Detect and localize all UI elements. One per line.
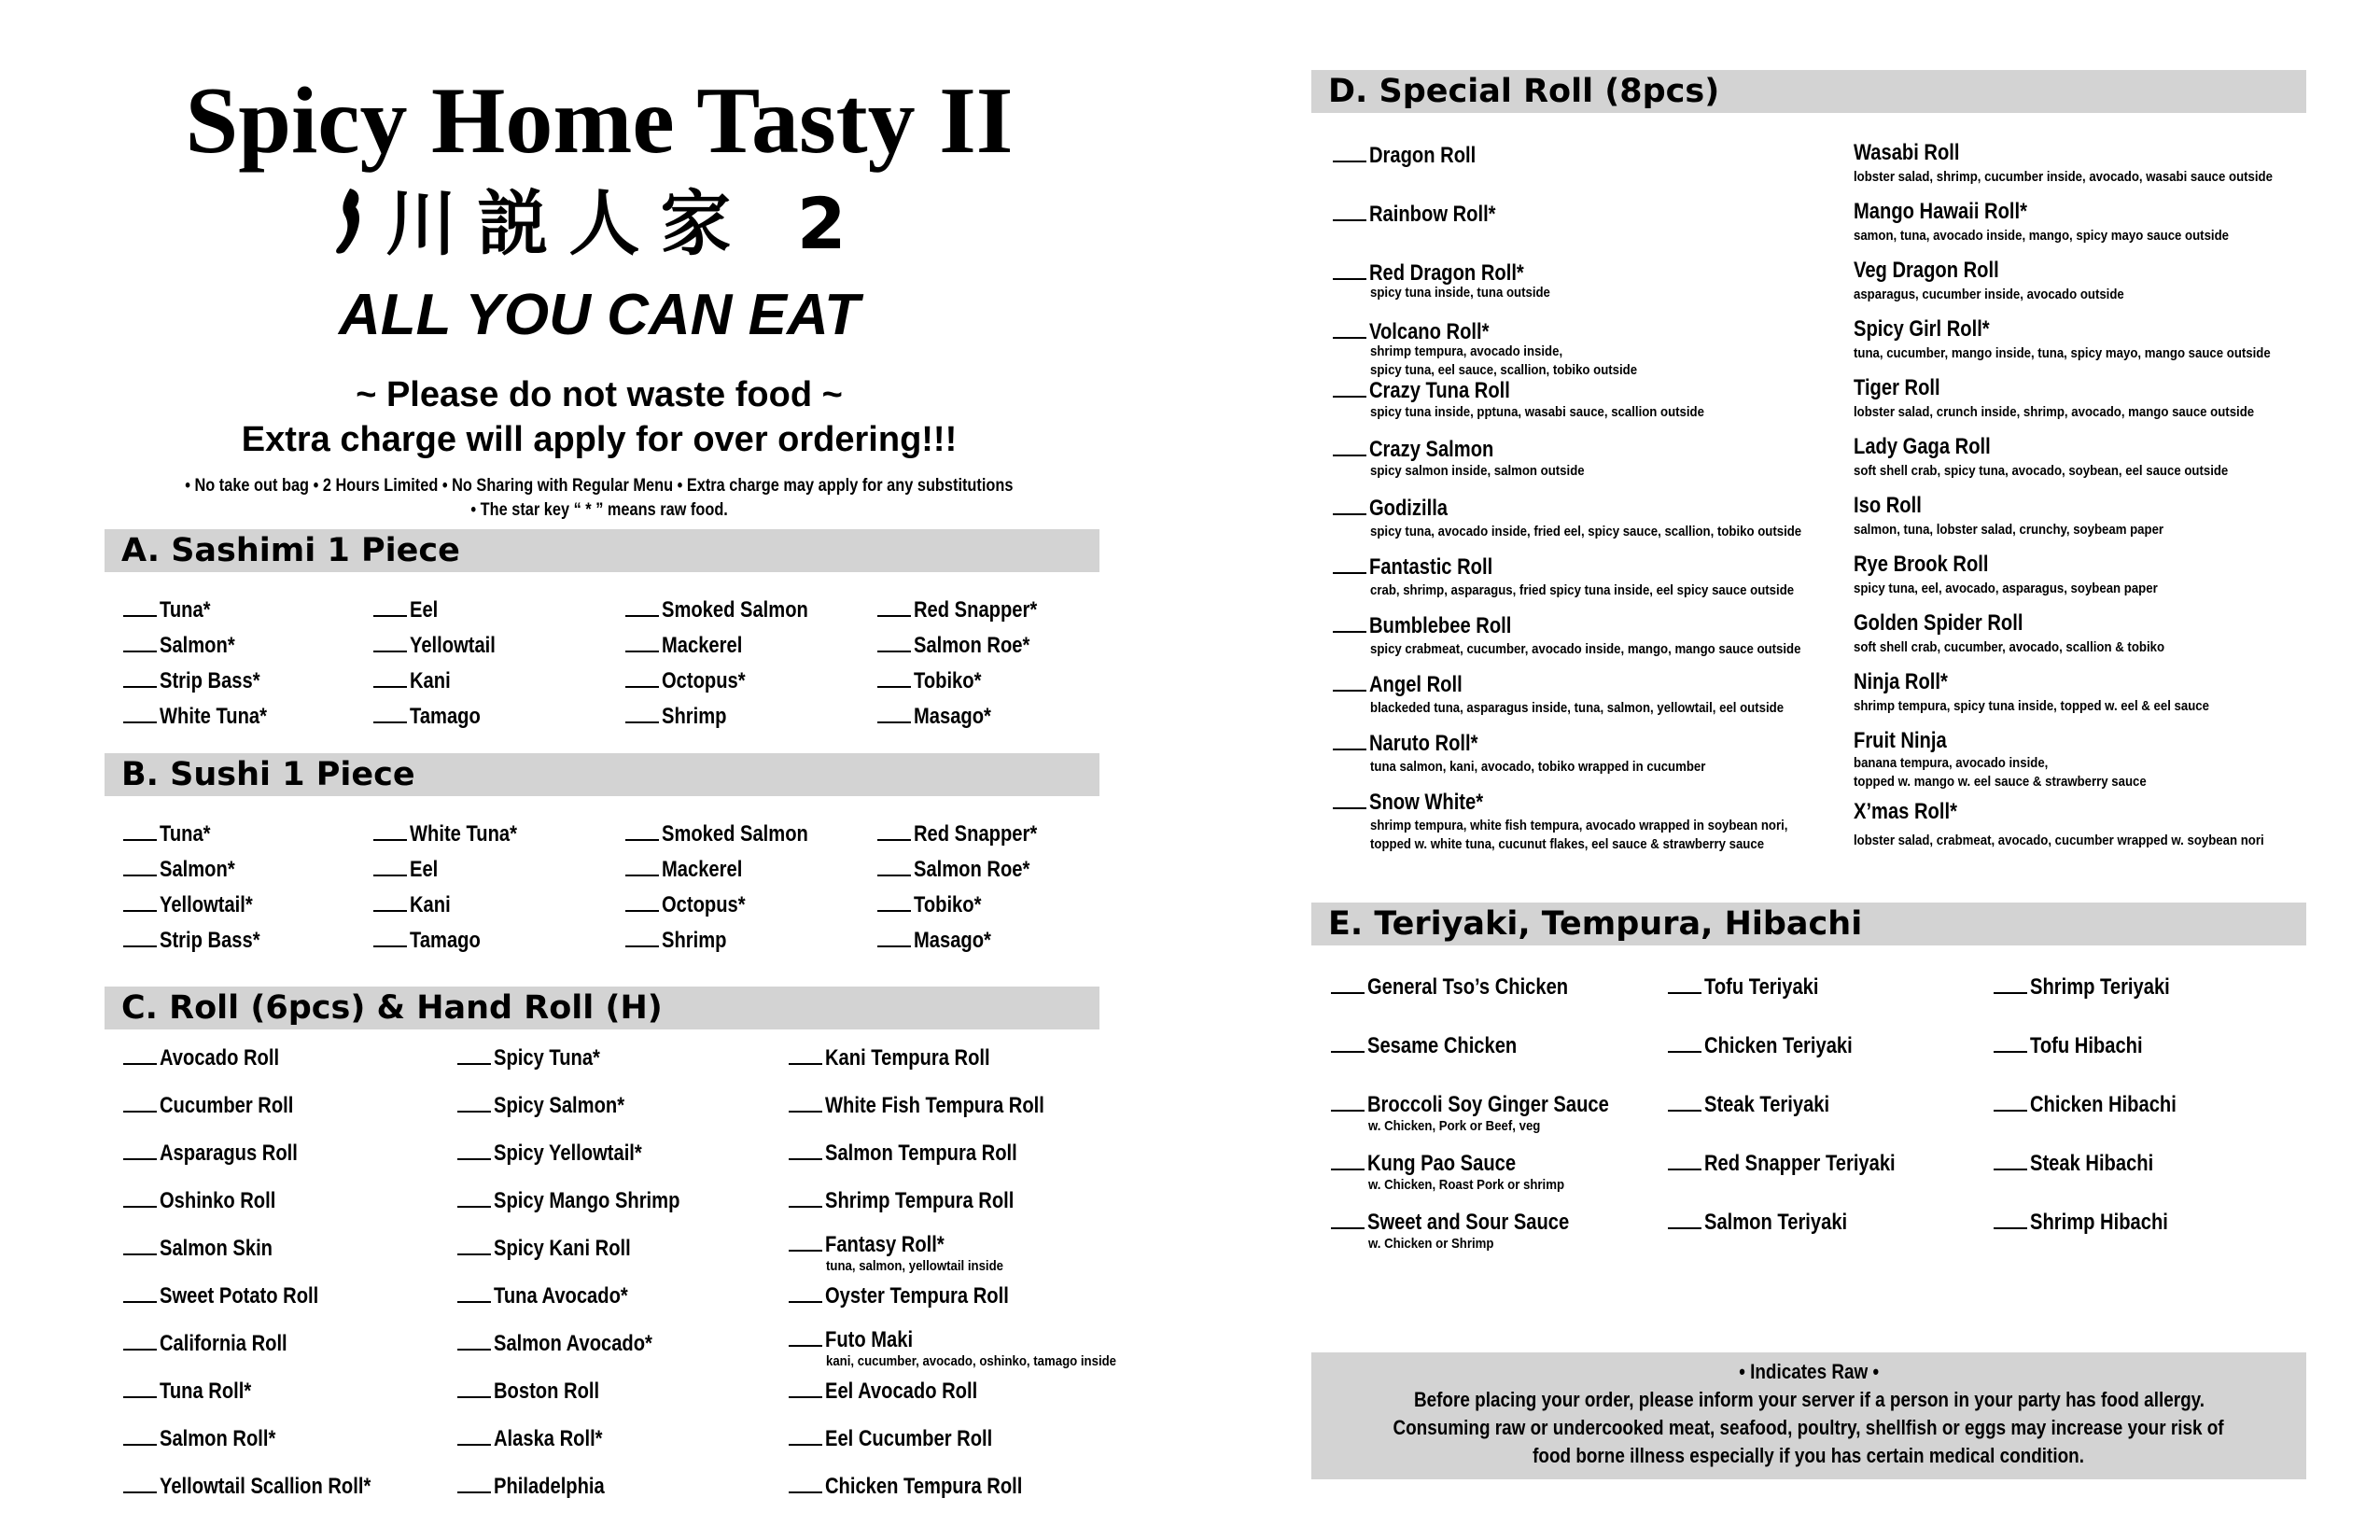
list-item[interactable]: Tuna* xyxy=(123,819,220,847)
section-e-title: E. Teriyaki, Tempura, Hibachi xyxy=(1328,905,1863,943)
list-item[interactable]: White Tuna* xyxy=(123,701,287,730)
list-item[interactable]: Wasabi Roll xyxy=(1854,140,1960,165)
section-a-header xyxy=(105,529,1099,572)
list-item[interactable]: Veg Dragon Roll xyxy=(1854,258,1999,283)
item-description: topped w. white tuna, cucunut flakes, eel sauce & strawberry sauce xyxy=(1370,836,1765,852)
list-item[interactable]: Smoked Salmon xyxy=(625,595,836,623)
list-item[interactable]: Yellowtail Scallion Roll* xyxy=(123,1471,411,1500)
list-item[interactable]: Eel xyxy=(373,595,443,623)
list-item[interactable]: Shrimp Hibachi xyxy=(1994,1207,2194,1236)
item-description: spicy tuna, eel, avocado, asparagus, soybean paper xyxy=(1854,581,2158,596)
list-item[interactable]: Masago* xyxy=(877,701,1006,730)
list-item[interactable]: Salmon* xyxy=(123,854,249,883)
list-item[interactable]: Godizilla xyxy=(1333,493,1463,522)
list-item[interactable]: Spicy Tuna* xyxy=(457,1043,621,1071)
item-description: spicy salmon inside, salmon outside xyxy=(1370,463,1585,479)
list-item[interactable]: White Tuna* xyxy=(373,819,538,847)
list-item[interactable]: Salmon Roe* xyxy=(877,854,1052,883)
list-item[interactable]: Kani Tempura Roll xyxy=(789,1043,1021,1071)
list-item[interactable]: Lady Gaga Roll xyxy=(1854,434,1991,459)
restaurant-chinese-name xyxy=(105,177,1094,271)
list-item[interactable]: Snow White* xyxy=(1333,787,1505,816)
list-item[interactable]: Chicken Tempura Roll xyxy=(789,1471,1060,1500)
list-item[interactable]: Tuna Avocado* xyxy=(457,1281,653,1309)
list-item[interactable]: Bumblebee Roll xyxy=(1333,610,1538,639)
list-item[interactable]: Chicken Hibachi xyxy=(1994,1089,2205,1118)
item-description: w. Chicken, Pork or Beef, veg xyxy=(1368,1118,1541,1134)
list-item[interactable]: Spicy Salmon* xyxy=(457,1090,650,1119)
raw-indicator-line: • Indicates Raw • xyxy=(1739,1360,1879,1383)
list-item[interactable]: Broccoli Soy Ginger Sauce xyxy=(1331,1089,1655,1118)
rules-line-2-text: • The star key “ * ” means raw food. xyxy=(470,500,728,520)
list-item[interactable]: Spicy Mango Shrimp xyxy=(457,1185,715,1214)
list-item[interactable]: Eel xyxy=(373,854,443,883)
section-b-header xyxy=(105,753,1099,796)
list-item[interactable]: Red Snapper Teriyaki xyxy=(1668,1148,1932,1177)
item-description: blackeded tuna, asparagus inside, tuna, salmon, yellowtail, eel outside xyxy=(1370,700,1785,716)
list-item[interactable]: California Roll xyxy=(123,1328,312,1357)
allergy-notice-line: Before placing your order, please inform your server if a person in your party has food allergy. xyxy=(1413,1388,2205,1411)
list-item[interactable]: Salmon Skin xyxy=(123,1233,294,1262)
list-item[interactable]: Eel Avocado Roll xyxy=(789,1376,1006,1405)
list-item[interactable]: Strip Bass* xyxy=(123,665,279,694)
item-description: spicy tuna, avocado inside, fried eel, spicy sauce, scallion, tobiko outside xyxy=(1370,524,1802,539)
item-description: spicy tuna inside, tuna outside xyxy=(1370,285,1550,301)
list-item[interactable]: Spicy Girl Roll* xyxy=(1854,316,1990,342)
item-description: w. Chicken or Shrimp xyxy=(1368,1236,1494,1252)
list-item[interactable]: Ninja Roll* xyxy=(1854,669,1948,694)
item-description: salmon, tuna, lobster salad, crunchy, soybeam paper xyxy=(1854,522,2164,538)
list-item[interactable]: Kani xyxy=(373,665,458,694)
section-d-header xyxy=(1311,70,2306,113)
item-description: w. Chicken, Roast Pork or shrimp xyxy=(1368,1177,1565,1193)
list-item[interactable]: Mackerel xyxy=(625,854,758,883)
list-item[interactable]: Dragon Roll xyxy=(1333,140,1496,169)
list-item[interactable]: Boston Roll xyxy=(457,1376,620,1405)
list-item[interactable]: Tobiko* xyxy=(877,889,994,918)
list-item[interactable]: Chicken Teriyaki xyxy=(1668,1030,1881,1059)
item-description: samon, tuna, avocado inside, mango, spicy mayo sauce outside xyxy=(1854,228,2229,244)
list-item[interactable]: Asparagus Roll xyxy=(123,1138,324,1167)
list-item[interactable]: Avocado Roll xyxy=(123,1043,301,1071)
list-item[interactable]: Red Snapper* xyxy=(877,595,1060,623)
list-item[interactable]: Crazy Tuna Roll xyxy=(1333,375,1537,404)
list-item[interactable]: Tamago xyxy=(373,701,494,730)
list-item[interactable]: Salmon* xyxy=(123,630,249,659)
list-item[interactable]: Mango Hawaii Roll* xyxy=(1854,199,2027,224)
list-item[interactable]: Octopus* xyxy=(625,889,762,918)
list-item[interactable]: General Tso’s Chicken xyxy=(1331,972,1606,1001)
list-item[interactable]: Salmon Tempura Roll xyxy=(789,1138,1054,1167)
item-description: lobster salad, crabmeat, avocado, cucumber wrapped w. soybean nori xyxy=(1854,833,2264,848)
item-description: tuna salmon, kani, avocado, tobiko wrapped in cucumber xyxy=(1370,759,1706,775)
list-item[interactable]: White Fish Tempura Roll xyxy=(789,1090,1086,1119)
waste-notice: ~ Please do not waste food ~ xyxy=(356,375,843,414)
item-description: banana tempura, avocado inside, xyxy=(1854,755,2049,771)
item-description: spicy tuna, eel sauce, scallion, tobiko outside xyxy=(1370,362,1638,378)
item-description: shrimp tempura, white fish tempura, avocado wrapped in soybean nori, xyxy=(1370,818,1788,833)
list-item[interactable]: Shrimp xyxy=(625,925,739,954)
list-item[interactable]: Octopus* xyxy=(625,665,762,694)
list-item[interactable]: Iso Roll xyxy=(1854,493,1922,518)
list-item[interactable]: Masago* xyxy=(877,925,1006,954)
item-description: soft shell crab, cucumber, avocado, scallion & tobiko xyxy=(1854,639,2165,655)
list-item[interactable]: Tamago xyxy=(373,925,494,954)
list-item[interactable]: Golden Spider Roll xyxy=(1854,610,2023,636)
list-item[interactable]: Red Snapper* xyxy=(877,819,1060,847)
item-description: tuna, cucumber, mango inside, tuna, spicy mayo, mango sauce outside xyxy=(1854,345,2271,361)
rules-line-2 xyxy=(105,498,1094,523)
list-item[interactable]: Tuna* xyxy=(123,595,220,623)
list-item[interactable]: Sesame Chicken xyxy=(1331,1030,1546,1059)
list-item[interactable]: Tofu Hibachi xyxy=(1994,1030,2164,1059)
list-item[interactable]: Kung Pao Sauce xyxy=(1331,1148,1544,1177)
list-item[interactable]: Fantastic Roll xyxy=(1333,552,1516,581)
list-item[interactable]: Sweet and Sour Sauce xyxy=(1331,1207,1607,1236)
list-item[interactable]: Mackerel xyxy=(625,630,758,659)
all-you-can-eat-heading: ALL YOU CAN EAT xyxy=(338,283,861,347)
chili-pepper-icon xyxy=(331,185,363,254)
list-item[interactable]: Crazy Salmon xyxy=(1333,434,1518,463)
item-description: tuna, salmon, yellowtail inside xyxy=(826,1258,1003,1274)
list-item[interactable]: Philadelphia xyxy=(457,1471,625,1500)
list-item[interactable]: Shrimp xyxy=(625,701,739,730)
list-item[interactable]: Spicy Kani Roll xyxy=(457,1233,657,1262)
item-description: lobster salad, crunch inside, shrimp, avocado, mango sauce outside xyxy=(1854,404,2255,420)
list-item[interactable]: X’mas Roll* xyxy=(1854,799,1957,824)
list-item[interactable]: Shrimp Teriyaki xyxy=(1994,972,2196,1001)
section-c-title: C. Roll (6pcs) & Hand Roll (H) xyxy=(121,989,663,1027)
list-item[interactable]: Eel Cucumber Roll xyxy=(789,1423,1024,1452)
list-item[interactable]: Rainbow Roll* xyxy=(1333,199,1519,228)
rules-line-1 xyxy=(105,474,1094,498)
list-item[interactable]: Tuna Roll* xyxy=(123,1376,269,1405)
list-item[interactable]: Smoked Salmon xyxy=(625,819,836,847)
section-e-header xyxy=(1311,903,2306,945)
list-item[interactable]: Shrimp Tempura Roll xyxy=(789,1185,1050,1214)
list-item[interactable]: Strip Bass* xyxy=(123,925,279,954)
item-description: shrimp tempura, spicy tuna inside, topped w. eel & eel sauce xyxy=(1854,698,2209,714)
item-description: soft shell crab, spicy tuna, avocado, soybean, eel sauce outside xyxy=(1854,463,2229,479)
list-item[interactable]: Kani xyxy=(373,889,458,918)
list-item[interactable]: Salmon Avocado* xyxy=(457,1328,682,1357)
list-item[interactable]: Yellowtail* xyxy=(123,889,271,918)
item-description: spicy crabmeat, cucumber, avocado inside, mango, mango sauce outside xyxy=(1370,641,1801,657)
list-item[interactable]: Tobiko* xyxy=(877,665,994,694)
list-item[interactable]: Cucumber Roll xyxy=(123,1090,319,1119)
restaurant-title: Spicy Home Tasty II xyxy=(185,68,1014,174)
rules-line-1-text: • No take out bag • 2 Hours Limited • No Sharing with Regular Menu • Extra charge may apply for any substitutions xyxy=(185,476,1014,496)
item-description: crab, shrimp, asparagus, fried spicy tuna inside, eel spicy sauce outside xyxy=(1370,582,1795,598)
item-description: topped w. mango w. eel sauce & strawberry sauce xyxy=(1854,774,2147,790)
section-b-title: B. Sushi 1 Piece xyxy=(121,756,415,793)
extra-charge-notice: Extra charge will apply for over ordering!!! xyxy=(241,420,958,459)
list-item[interactable]: Alaska Roll* xyxy=(457,1423,623,1452)
item-description: kani, cucumber, avocado, oshinko, tamago inside xyxy=(826,1353,1117,1369)
list-item[interactable]: Rye Brook Roll xyxy=(1854,552,1989,577)
item-description: spicy tuna inside, pptuna, wasabi sauce, scallion outside xyxy=(1370,404,1704,420)
list-item[interactable]: Naruto Roll* xyxy=(1333,728,1499,757)
list-item[interactable]: Steak Teriyaki xyxy=(1668,1089,1854,1118)
list-item[interactable]: Oshinko Roll xyxy=(123,1185,298,1214)
list-item[interactable]: Steak Hibachi xyxy=(1994,1148,2177,1177)
section-c-header xyxy=(105,987,1099,1029)
list-item[interactable]: Futo Maki xyxy=(789,1324,930,1353)
list-item[interactable]: Angel Roll xyxy=(1333,669,1480,698)
list-item[interactable]: Salmon Roe* xyxy=(877,630,1052,659)
list-item[interactable]: Spicy Yellowtail* xyxy=(457,1138,670,1167)
list-item[interactable]: Fruit Ninja xyxy=(1854,728,1947,753)
section-d-title: D. Special Roll (8pcs) xyxy=(1328,73,1720,110)
raw-risk-line: Consuming raw or undercooked meat, seafood, poultry, shellfish or eggs may increase your risk of xyxy=(1393,1416,2225,1439)
list-item[interactable]: Fantasy Roll* xyxy=(789,1229,967,1258)
list-item[interactable]: Volcano Roll* xyxy=(1333,316,1512,345)
list-item[interactable]: Red Dragon Roll* xyxy=(1333,258,1553,287)
item-description: asparagus, cucumber inside, avocado outside xyxy=(1854,287,2124,302)
list-item[interactable]: Tofu Teriyaki xyxy=(1668,972,1841,1001)
item-description: lobster salad, shrimp, cucumber inside, avocado, wasabi sauce outside xyxy=(1854,169,2273,185)
allergy-notice-box xyxy=(1311,1352,2306,1479)
list-item[interactable]: Oyster Tempura Roll xyxy=(789,1281,1043,1309)
list-item[interactable]: Sweet Potato Roll xyxy=(123,1281,349,1309)
chinese-name-text: 川説人家 2 xyxy=(385,182,867,265)
list-item[interactable]: Salmon Roll* xyxy=(123,1423,298,1452)
list-item[interactable]: Salmon Teriyaki xyxy=(1668,1207,1874,1236)
list-item[interactable]: Tiger Roll xyxy=(1854,375,1940,400)
section-a-title: A. Sashimi 1 Piece xyxy=(121,532,460,569)
item-description: shrimp tempura, avocado inside, xyxy=(1370,343,1563,359)
medical-condition-line: food borne illness especially if you has certain medical condition. xyxy=(1533,1444,2085,1467)
list-item[interactable]: Yellowtail xyxy=(373,630,511,659)
